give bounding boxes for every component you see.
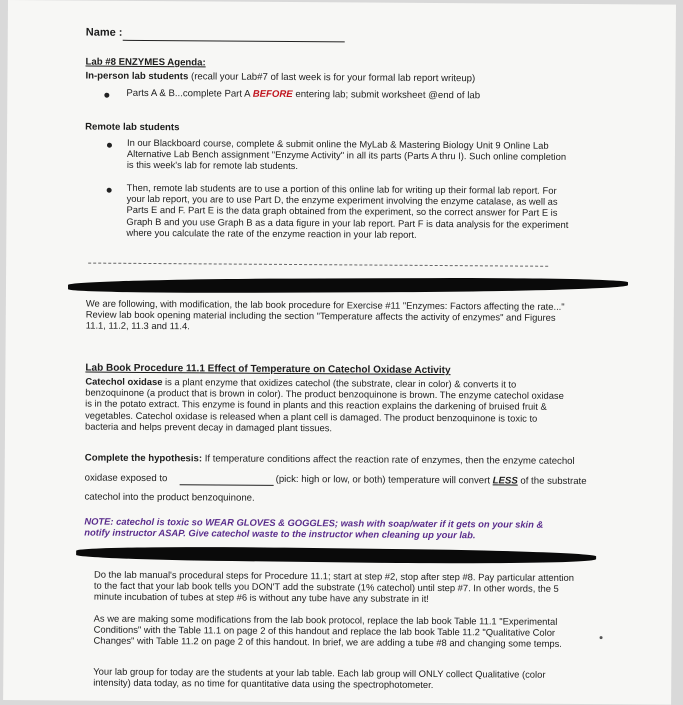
procedure-line: benzoquinone (a product that is brown in color). The product benzoquinone is brown. The enzyme catechol oxidase	[85, 386, 564, 402]
inperson-line	[85, 71, 475, 85]
procedure-title: Lab Book Procedure 11.1 Effect of Temperature on Catechol Oxidase Activity	[85, 362, 451, 377]
procedure-text: is a plant enzyme that oxidizes catechol (the substrate, clear in color) & converts it to	[162, 376, 517, 390]
manual-paragraph	[94, 569, 574, 606]
group-line: Your lab group for today are the students at your lab table. Each lab group will ONLY collect Qualitative (color	[93, 665, 546, 680]
manual-line: to the fact that your lab book tells you DON'T add the substrate (1% catechol) until step #7. In other words, the 5	[93, 579, 559, 595]
following-paragraph	[86, 298, 565, 335]
name-label: Name :	[85, 26, 123, 39]
procedure-line: bacteria and helps prevent decay in damaged plant tissues.	[84, 420, 333, 434]
remote-bullet-1	[127, 137, 566, 174]
remote-bullet-1-line: is this week's lab for remote lab students.	[126, 159, 299, 172]
safety-note-line: notify instructor ASAP. Give catechol waste to the instructor when cleaning up your lab.	[84, 526, 476, 541]
agenda-bullet-1-post: entering lab; submit worksheet @end of lab	[292, 88, 481, 102]
agenda-bullet-1-pre: Parts A & B...complete Part A	[126, 87, 253, 100]
manual-line: Do the lab manual's procedural steps for Procedure 11.1; start at step #2, stop after step #8. Pay particular attention	[93, 568, 575, 583]
following-line: Review lab book opening material including the section "Temperature affects the activity of enzymes" and Figures	[85, 308, 556, 324]
bullet-dot	[107, 143, 112, 148]
hypothesis-text: (pick: high or low, or both) temperature will convert	[275, 473, 493, 487]
remote-bullet-1-line: In our Blackboard course, complete & submit online the MyLab & Mastering Biology Unit 9 Online Lab	[126, 136, 549, 151]
procedure-line: is in the potato extract. This enzyme is found in plants and this reaction explains the darkening of bruised fruit &	[85, 397, 547, 413]
procedure-term: Catechol oxidase	[85, 375, 163, 388]
hypothesis-label: Complete the hypothesis:	[84, 452, 203, 465]
hypothesis-line-3: catechol into the product benzoquinone.	[84, 491, 255, 504]
remote-bullet-2-line: Then, remote lab students are to use a portion of this online lab for writing up their formal lab report. For	[126, 181, 557, 196]
hypothesis-text: of the substrate	[517, 475, 587, 488]
stray-dot	[600, 636, 603, 639]
following-line: We are following, with modification, the lab book procedure for Exercise #11 "Enzymes: Factors affecting the rate..."	[85, 297, 565, 312]
agenda-bullet-1-emphasis: BEFORE	[252, 88, 293, 100]
bullet-dot	[107, 188, 112, 193]
modifications-line: As we are making some modifications from the lab book protocol, replace the lab book Table 11.1 "Experimental	[93, 612, 558, 627]
hypothesis-line-2a: oxidase exposed to	[84, 472, 168, 485]
section-divider	[88, 263, 548, 267]
hypothesis-line-2b	[276, 474, 587, 488]
hypothesis-less: LESS	[492, 475, 518, 487]
hypothesis-text: If temperature conditions affect the reaction rate of enzymes, then the enzyme catechol	[202, 453, 575, 467]
remote-title: Remote lab students	[85, 121, 180, 134]
manual-line: minute incubation of tubes at step #6 is without any tube have any substrate in it!	[93, 591, 429, 605]
inperson-text: (recall your Lab#7 of last week is for your formal lab report writeup)	[188, 71, 476, 85]
safety-note-line: NOTE: catechol is toxic so WEAR GLOVES & GOGGLES; wash with soap/water if it gets on your skin &	[84, 515, 544, 530]
procedure-line: vegetables. Catechol oxidase is released when a plant cell is damaged. The product benzoquinone is toxic to	[85, 409, 538, 424]
remote-bullet-2-line: Graph B and you use Graph B as a data figure in your lab report. Part F is data analysis for the experiment	[126, 215, 569, 230]
bullet-dot	[104, 93, 109, 98]
hypothesis-blank-line[interactable]	[180, 484, 274, 486]
group-line: intensity) data today, as no time for quantitative data using the spectrophotometer.	[93, 676, 434, 691]
redaction-bar	[76, 545, 596, 565]
procedure-paragraph	[85, 376, 564, 435]
document-page	[3, 0, 676, 705]
agenda-bullet-1	[126, 88, 480, 102]
safety-note	[84, 516, 543, 542]
remote-bullet-1-line: Alternative Lab Bench assignment "Enzyme Activity" in all its parts (Parts A thru I). Such online completion	[126, 148, 567, 163]
remote-bullet-2-line: where you calculate the rate of the enzyme reaction in your lab report.	[126, 226, 417, 240]
group-paragraph	[93, 666, 545, 692]
remote-bullet-2-line: Parts E and F. Part E is the data graph obtained from the experiment, so the correct answer for Part E is	[126, 204, 558, 219]
remote-bullet-2	[126, 182, 568, 241]
redaction-bar	[68, 277, 628, 293]
hypothesis-line-1	[85, 453, 575, 468]
inperson-label: In-person lab students	[85, 70, 189, 83]
agenda-title: Lab #8 ENZYMES Agenda:	[85, 56, 206, 69]
name-blank-line	[123, 40, 345, 43]
remote-bullet-2-line: your lab report, you are to use Part D, the enzyme experiment involving the enzyme catalase, as well as	[126, 193, 558, 208]
modifications-line: Conditions" with the Table 11.1 on page 2 of this handout and replace the lab book Table 11.2 "Qualitative Color	[93, 623, 556, 639]
following-line: 11.1, 11.2, 11.3 and 11.4.	[85, 319, 190, 332]
modifications-paragraph	[93, 613, 562, 650]
modifications-line: Changes" with Table 11.2 on page 2 of this handout. In brief, we are adding a tube #8 and changing some temps.	[93, 635, 562, 650]
